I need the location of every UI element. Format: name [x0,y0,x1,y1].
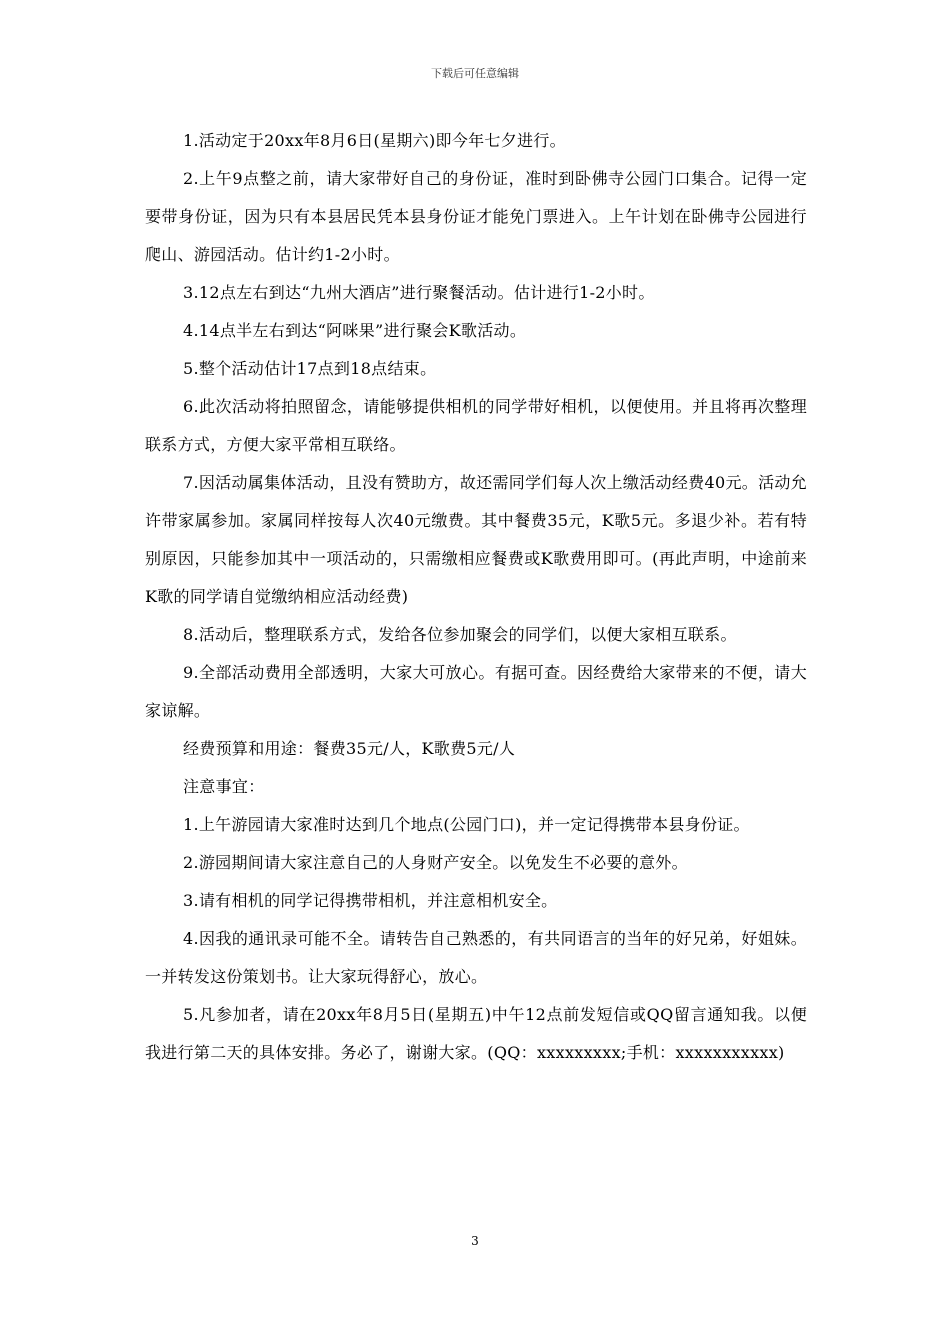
paragraph-end-time: 5.整个活动估计17点到18点结束。 [183,359,437,378]
paragraph-note-1: 1.上午游园请大家准时达到几个地点(公园门口)，并一定记得携带本县身份证。 [183,815,750,834]
paragraph-budget: 经费预算和用途：餐费35元/人，K歌费5元/人 [183,739,516,758]
paragraph-fees: 7.因活动属集体活动，且没有赞助方，故还需同学们每人次上缴活动经费40元。活动允许带家属参加。家属同样按每人次40元缴费。其中餐费35元，K歌5元。多退少补。若有特别原因，只能参加其中一项活动的，只需缴相应餐费或K歌费用即可。(再此声明，中途前来K歌的同学请自觉缴纳相应活动经费) [145,473,807,606]
paragraph-note-5: 5.凡参加者，请在20xx年8月5日(星期五)中午12点前发短信或QQ留言通知我。以便我进行第二天的具体安排。务必了，谢谢大家。(QQ：xxxxxxxxx;手机：xxxxxxxxxxx) [145,1005,807,1062]
paragraph-karaoke: 4.14点半左右到达“阿咪果”进行聚会K歌活动。 [183,321,527,340]
paragraph-transparency: 9.全部活动费用全部透明，大家大可放心。有据可查。因经费给大家带来的不便，请大家谅解。 [145,663,807,720]
paragraph-activity-date: 1.活动定于20xx年8月6日(星期六)即今年七夕进行。 [183,131,566,150]
paragraph-note-2: 2.游园期间请大家注意自己的人身财产安全。以免发生不必要的意外。 [183,853,688,872]
page-number: 3 [471,1234,479,1248]
document-body [145,122,807,1072]
paragraph-photos: 6.此次活动将拍照留念，请能够提供相机的同学带好相机，以便使用。并且将再次整理联系方式，方便大家平常相互联络。 [145,397,807,454]
paragraph-morning-gathering: 2.上午9点整之前，请大家带好自己的身份证，准时到卧佛寺公园门口集合。记得一定要带身份证，因为只有本县居民凭本县身份证才能免门票进入。上午计划在卧佛寺公园进行爬山、游园活动。估计约1-2小时。 [145,169,807,264]
section-heading-notes: 注意事宜： [183,777,265,796]
page-header: 下载后可任意编辑 [431,67,519,80]
paragraph-contacts: 8.活动后，整理联系方式，发给各位参加聚会的同学们，以便大家相互联系。 [183,625,737,644]
paragraph-note-4: 4.因我的通讯录可能不全。请转告自己熟悉的，有共同语言的当年的好兄弟，好姐妹。一并转发这份策划书。让大家玩得舒心，放心。 [145,929,807,986]
paragraph-note-3: 3.请有相机的同学记得携带相机，并注意相机安全。 [183,891,558,910]
paragraph-lunch: 3.12点左右到达“九州大酒店”进行聚餐活动。估计进行1-2小时。 [183,283,655,302]
